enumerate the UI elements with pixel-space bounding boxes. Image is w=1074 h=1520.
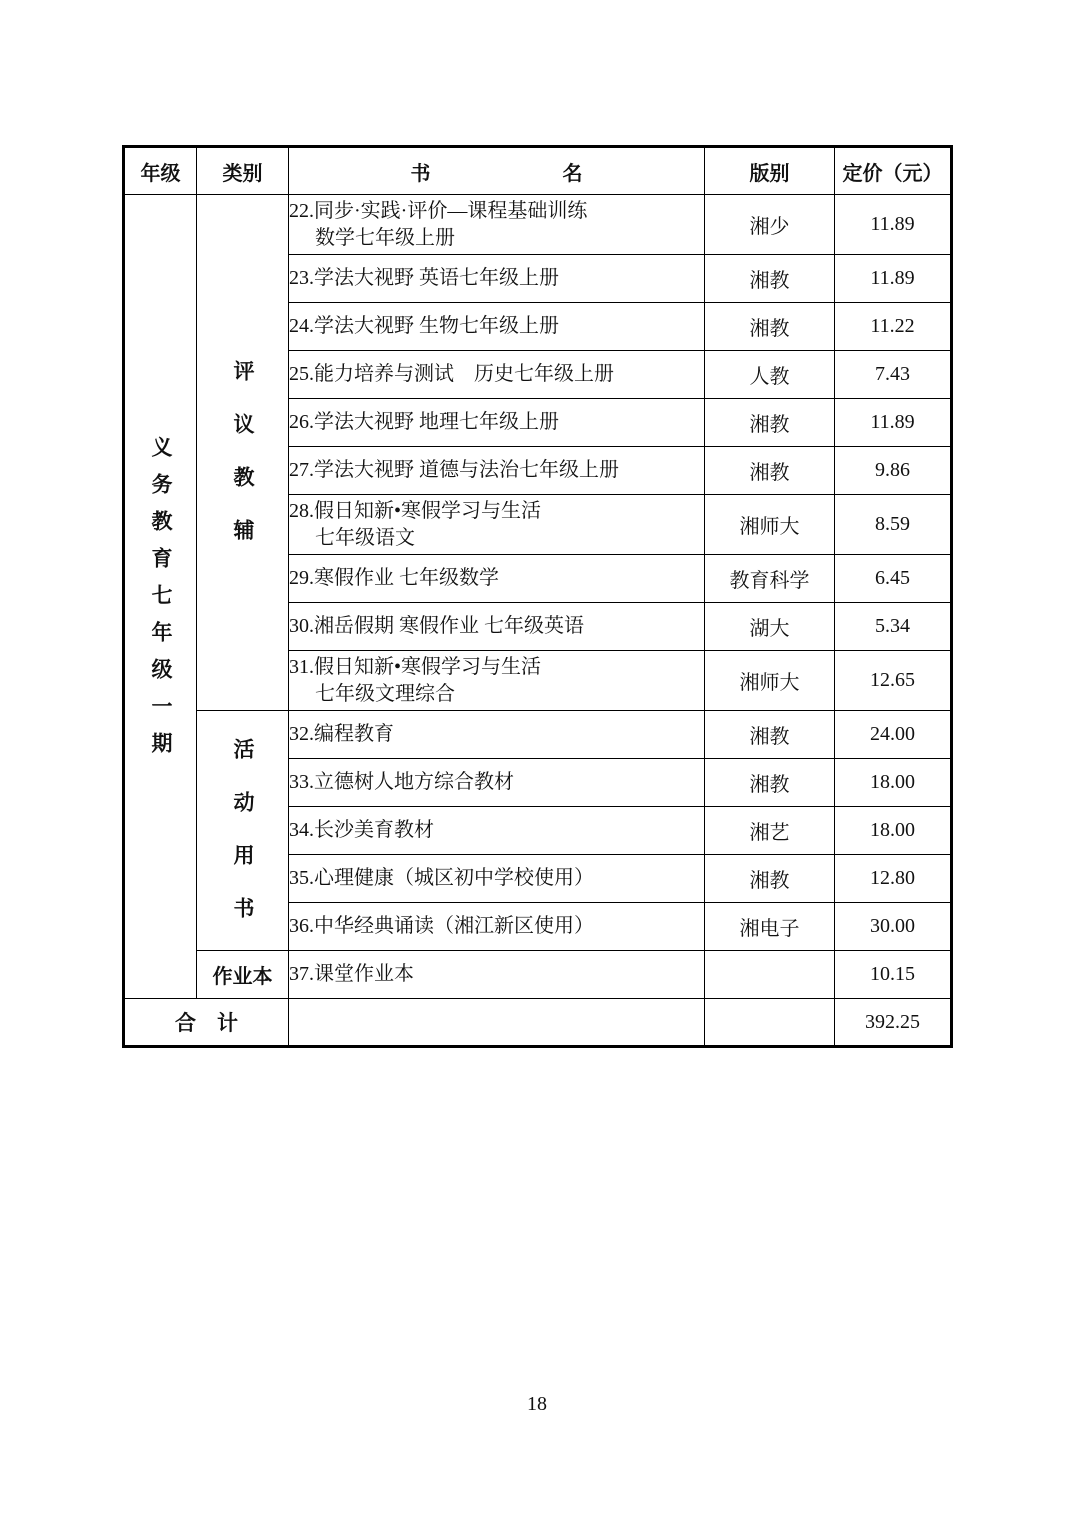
price-cell: 18.00: [835, 807, 952, 855]
price-cell: 24.00: [835, 711, 952, 759]
book-name-line1: 27.学法大视野 道德与法治七年级上册: [289, 459, 619, 481]
book-name-cell: [289, 651, 705, 711]
grade-group-label: 义务教育七年级一期: [149, 435, 173, 769]
book-name-cell: [289, 195, 705, 255]
page-number: 18: [527, 1393, 547, 1415]
category-review-aids-cell: [197, 195, 289, 711]
header-category: 类别: [197, 147, 289, 195]
price-cell: 11.89: [835, 195, 952, 255]
book-name-cell: [289, 495, 705, 555]
price-cell: 12.65: [835, 651, 952, 711]
total-label-cell: 合 计: [124, 999, 289, 1047]
book-name-line1: 23.学法大视野 英语七年级上册: [289, 267, 559, 289]
price-cell: 8.59: [835, 495, 952, 555]
book-name-line1: 29.寒假作业 七年级数学: [289, 567, 499, 589]
publisher-cell: 湘师大: [705, 651, 835, 711]
book-name-line1: 33.立德树人地方综合教材: [289, 771, 514, 793]
price-cell: 5.34: [835, 603, 952, 651]
book-name-cell: [289, 351, 705, 399]
table-row: [124, 195, 952, 255]
header-book-name: [289, 147, 705, 195]
table-header-row: [124, 147, 952, 195]
book-name-line2: 数学七年级上册: [315, 226, 455, 249]
price-cell: 30.00: [835, 903, 952, 951]
book-name-line1: 35.心理健康（城区初中学校使用）: [289, 867, 594, 889]
book-name-cell: [289, 903, 705, 951]
price-cell: 6.45: [835, 555, 952, 603]
price-cell: 9.86: [835, 447, 952, 495]
publisher-cell: 湘艺: [705, 807, 835, 855]
publisher-cell: 湘教: [705, 759, 835, 807]
book-name-line1: 22.同步·实践·评价—课程基础训练: [289, 199, 588, 222]
table-row: [124, 951, 952, 999]
publisher-cell: 湘教: [705, 447, 835, 495]
book-name-cell: [289, 807, 705, 855]
header-book-name-spread: [289, 157, 704, 186]
category-activity-books-cell: [197, 711, 289, 951]
publisher-cell: 湘教: [705, 255, 835, 303]
total-price-cell: 392.25: [835, 999, 952, 1047]
book-name-line1: 26.学法大视野 地理七年级上册: [289, 411, 559, 433]
header-book-char-left: 书: [410, 162, 431, 185]
price-cell: 11.89: [835, 255, 952, 303]
book-name-cell: [289, 855, 705, 903]
book-name-cell: [289, 303, 705, 351]
publisher-cell: 湘少: [705, 195, 835, 255]
publisher-cell: 湘教: [705, 303, 835, 351]
book-name-line1: 36.中华经典诵读（湘江新区使用）: [289, 915, 594, 937]
book-name-line1: 37.课堂作业本: [289, 963, 414, 985]
total-empty-publisher-cell: [705, 999, 835, 1047]
book-name-line1: 32.编程教育: [289, 723, 394, 745]
book-name-cell: [289, 711, 705, 759]
book-name-line2: 七年级语文: [315, 526, 415, 549]
book-name-cell: [289, 759, 705, 807]
publisher-cell: 湘教: [705, 855, 835, 903]
book-name-line1: 25.能力培养与测试 历史七年级上册: [289, 363, 614, 385]
book-name-line1: 31.假日知新•寒假学习与生活: [289, 655, 542, 678]
header-grade: 年级: [124, 147, 197, 195]
publisher-cell: 教育科学: [705, 555, 835, 603]
book-name-line1: 28.假日知新•寒假学习与生活: [289, 499, 542, 522]
header-price: 定价（元）: [835, 147, 952, 195]
category-activity-books-label: 活动用书: [231, 738, 255, 950]
publisher-cell: 湘教: [705, 711, 835, 759]
price-cell: 12.80: [835, 855, 952, 903]
header-book-char-right: 名: [562, 162, 583, 185]
book-name-cell: [289, 555, 705, 603]
price-cell: 18.00: [835, 759, 952, 807]
category-review-aids-label: 评议教辅: [231, 360, 255, 572]
book-name-cell: [289, 447, 705, 495]
textbook-price-table: [122, 145, 953, 1048]
price-cell: 11.89: [835, 399, 952, 447]
publisher-cell: [705, 951, 835, 999]
book-name-line1: 30.湘岳假期 寒假作业 七年级英语: [289, 615, 584, 637]
publisher-cell: 湘师大: [705, 495, 835, 555]
total-row: [124, 999, 952, 1047]
price-cell: 7.43: [835, 351, 952, 399]
book-name-line1: 24.学法大视野 生物七年级上册: [289, 315, 559, 337]
book-name-cell: [289, 603, 705, 651]
book-name-cell: [289, 951, 705, 999]
book-name-line2: 七年级文理综合: [315, 682, 455, 705]
book-name-line1: 34.长沙美育教材: [289, 819, 434, 841]
publisher-cell: 湘电子: [705, 903, 835, 951]
book-name-cell: [289, 399, 705, 447]
category-workbook-cell: 作业本: [197, 951, 289, 999]
publisher-cell: 湘教: [705, 399, 835, 447]
book-name-cell: [289, 255, 705, 303]
header-publisher: 版别: [705, 147, 835, 195]
price-cell: 11.22: [835, 303, 952, 351]
grade-group-cell: [124, 195, 197, 999]
publisher-cell: 人教: [705, 351, 835, 399]
price-cell: 10.15: [835, 951, 952, 999]
table-row: [124, 711, 952, 759]
publisher-cell: 湖大: [705, 603, 835, 651]
total-empty-name-cell: [289, 999, 705, 1047]
